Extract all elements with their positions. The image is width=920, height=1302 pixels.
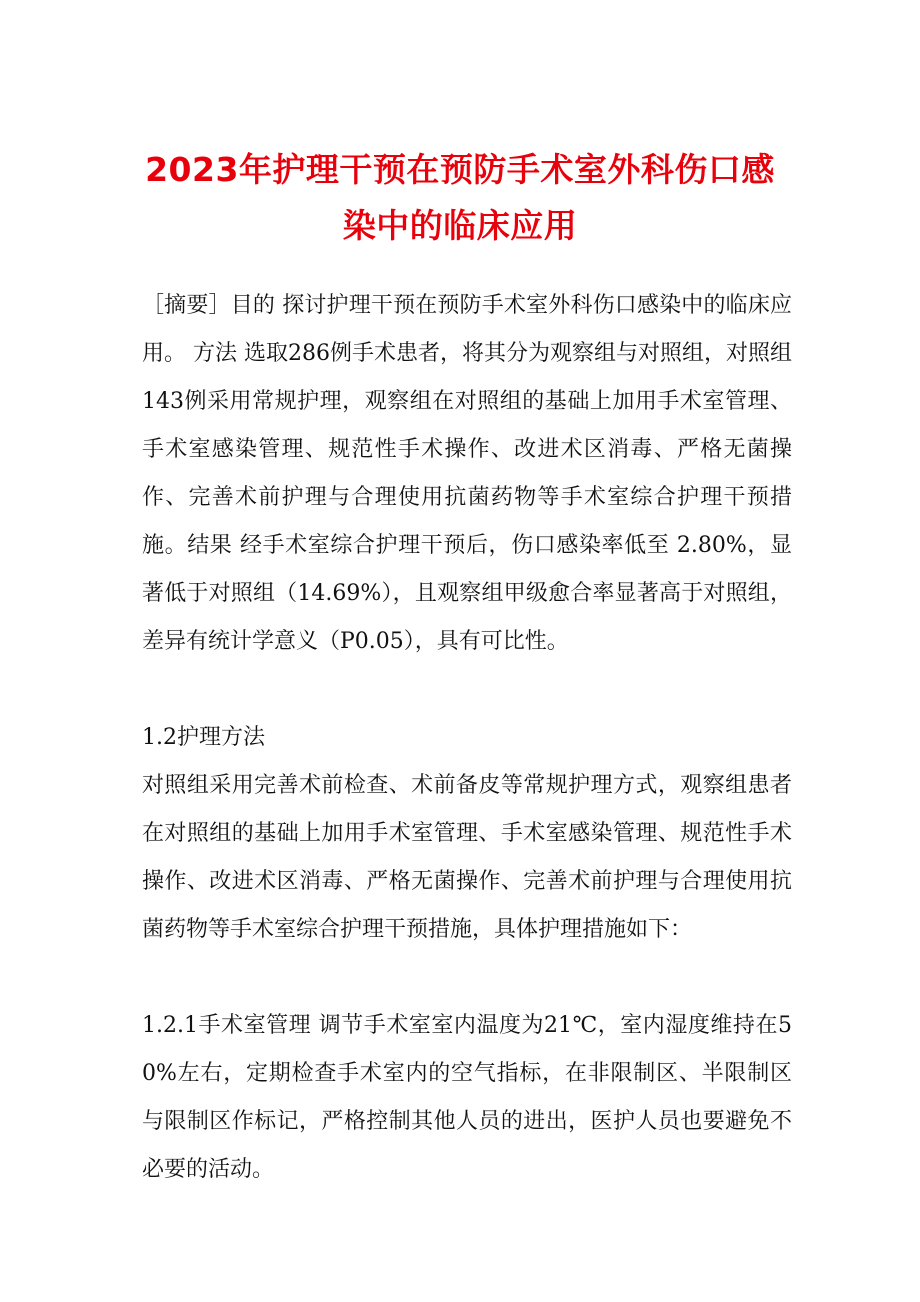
operating-room-management-paragraph: 1.2.1手术室管理 调节手术室室内温度为21℃，室内湿度维持在50%左右，定期检查手术室内的空气指标，在非限制区、半限制区与限制区作标记，严格控制其他人员的进出，医护人员也要避免不必要的活动。 (142, 1013, 792, 1182)
section-heading-nursing-methods: 1.2护理方法 (142, 725, 265, 750)
document-title-line-1: 2023年护理干预在预防手术室外科伤口感 (145, 150, 775, 189)
document-title-line-2: 染中的临床应用 (342, 206, 578, 245)
nursing-method-paragraph: 对照组采用完善术前检查、术前备皮等常规护理方式，观察组患者在对照组的基础上加用手术室管理、手术室感染管理、规范性手术操作、改进术区消毒、严格无菌操作、完善术前护理与合理使用抗菌药物等手术室综合护理干预措施，具体护理措施如下： (142, 773, 792, 942)
abstract-paragraph: ［摘要］目的 探讨护理干预在预防手术室外科伤口感染中的临床应用。 方法 选取286例手术患者，将其分为观察组与对照组，对照组143例采用常规护理，观察组在对照组的基础上加用手术室管理、手术室感染管理、规范性手术操作、改进术区消毒、严格无菌操作、完善术前护理与合理使用抗菌药物等手术室综合护理干预措施。结果 经手术室综合护理干预后，伤口感染率低至 2.80%，显著低于对照组（14.69%），且观察组甲级愈合率显著高于对照组，差异有统计学意义（P0.05），具有可比性。 (142, 293, 792, 654)
